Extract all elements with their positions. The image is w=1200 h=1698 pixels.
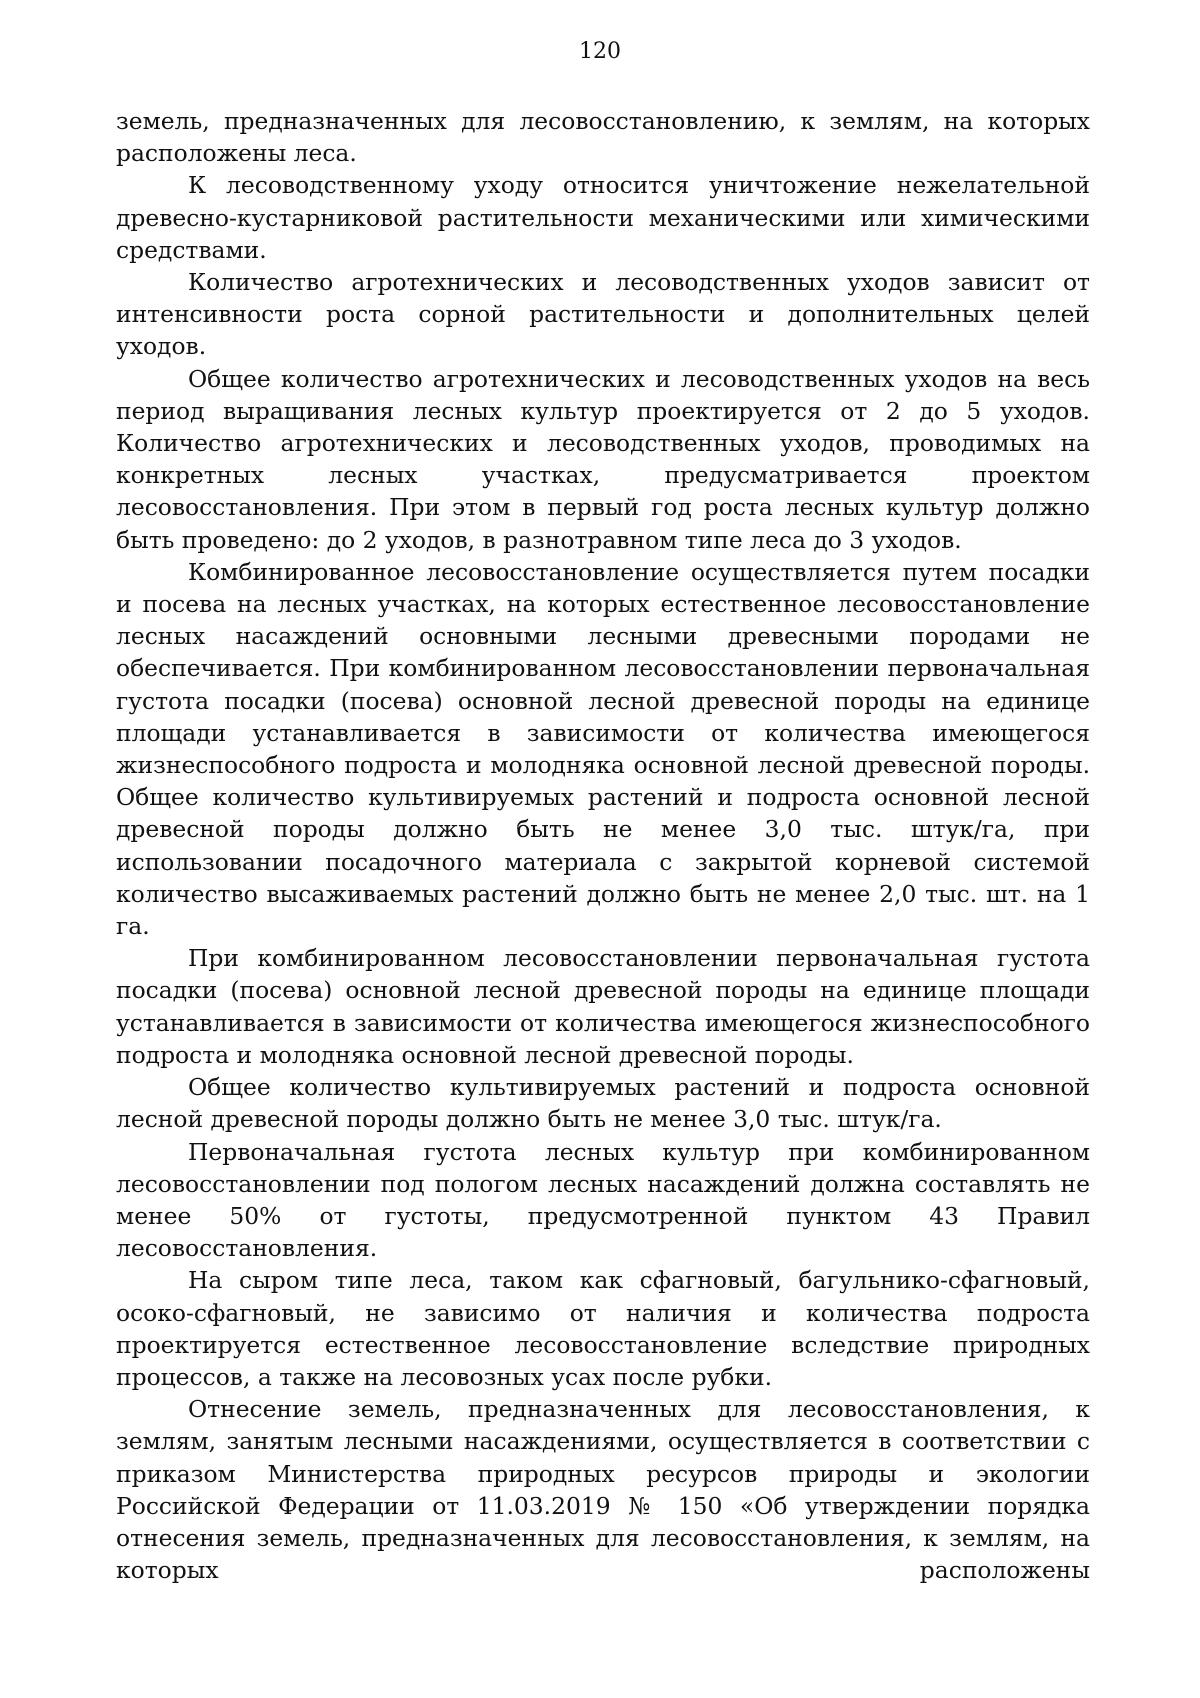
paragraph: Комбинированное лесовосстановление осуществляется путем посадки и посева на лесных участках, на которых естественное лесовосстановление лесных насаждений основными лесными древесными породами не обеспечивается. При комбинированном лесовосстановлении первоначальная густота посадки (посева) основной лесной древесной породы на единице площади устанавливается в зависимости от количества имеющегося жизнеспособного подроста и молодняка основной лесной древесной породы. Общее количество культивируемых растений и подроста основной лесной древесной породы должно быть не менее 3,0 тыс. штук/га, при использовании посадочного материала с закрытой корневой системой количество высаживаемых растений должно быть не менее 2,0 тыс. шт. на 1 га.: [116, 557, 1090, 941]
paragraph: Общее количество агротехнических и лесоводственных уходов на весь период выращивания лесных культур проектируется от 2 до 5 уходов. Количество агротехнических и лесоводственных уходов, проводимых на конкретных лесных участках, предусматривается проектом лесовосстановления. При этом в первый год роста лесных культур должно быть проведено: до 2 уходов, в разнотравном типе леса до 3 уходов.: [116, 364, 1090, 554]
page-number: 120: [579, 39, 621, 64]
paragraph: Первоначальная густота лесных культур при комбинированном лесовосстановлении под пологом лесных насаждений должна составлять не менее 50% от густоты, предусмотренной пунктом 43 Правил лесовосстановления.: [116, 1137, 1090, 1263]
paragraph-continued: Отнесение земель, предназначенных для лесовосстановления, к землям, занятым лесными насаждениями, осуществляется в соответствии с приказом Министерства природных ресурсов природы и экологии Российской Федерации от 11.03.2019 № 150 «Об утверждении порядка отнесения земель, предназначенных для лесовосстановления, к землям, на которых расположены: [116, 1395, 1090, 1585]
paragraph: Общее количество культивируемых растений и подроста основной лесной древесной породы должно быть не менее 3,0 тыс. штук/га.: [116, 1073, 1090, 1134]
paragraph-continuation: земель, предназначенных для лесовосстановлению, к землям, на которых расположены леса.: [116, 107, 1090, 168]
paragraph: Количество агротехнических и лесоводственных уходов зависит от интенсивности роста сорной растительности и дополнительных целей уходов.: [116, 268, 1090, 361]
paragraph: На сыром типе леса, таком как сфагновый, багульнико-сфагновый, осоко-сфагновый, не зависимо от наличия и количества подроста проектируется естественное лесовосстановление вследствие природных процессов, а также на лесовозных усах после рубки.: [116, 1266, 1090, 1391]
paragraph: При комбинированном лесовосстановлении первоначальная густота посадки (посева) основной лесной древесной породы на единице площади устанавливается в зависимости от количества имеющегося жизнеспособного подроста и молодняка основной лесной древесной породы.: [116, 944, 1090, 1069]
paragraph: К лесоводственному уходу относится уничтожение нежелательной древесно-кустарниковой растительности механическими или химическими средствами.: [116, 171, 1090, 264]
document-body: [116, 105, 1090, 1586]
